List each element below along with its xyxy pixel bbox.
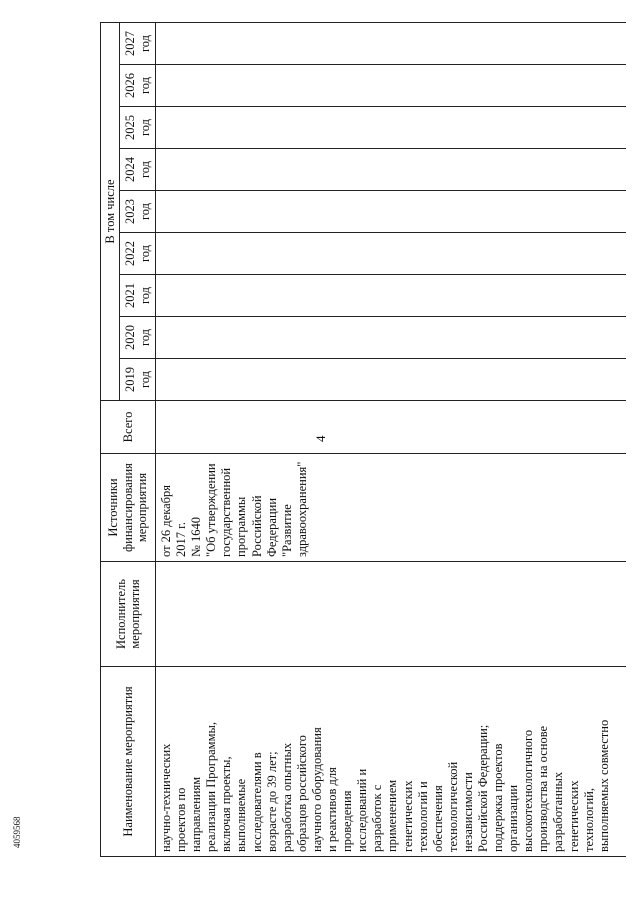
header-total: Всего (101, 401, 156, 454)
funding-source-text: от 26 декабря 2017 г. № 1640 "Об утверждении государственной программы Российской Федерации "Развитие здравоохранения" (159, 461, 309, 557)
header-year-2020: 2020 год (120, 317, 156, 359)
header-year-2019: 2019 год (120, 359, 156, 401)
cell-2025 (156, 107, 626, 149)
header-year-2023: 2023 год (120, 191, 156, 233)
cell-2019 (156, 359, 626, 401)
document-code: 4059568 (12, 816, 22, 848)
header-name: Наименование мероприятия (101, 667, 156, 857)
cell-2020 (156, 317, 626, 359)
cell-2023 (156, 191, 626, 233)
cell-2027 (156, 23, 626, 65)
cell-source (156, 454, 626, 562)
header-year-2021: 2021 год (120, 275, 156, 317)
header-source: Источники финансирования мероприятия (101, 454, 156, 562)
cell-2021 (156, 275, 626, 317)
cell-2022 (156, 233, 626, 275)
cell-2024 (156, 149, 626, 191)
cell-executor (156, 562, 626, 667)
header-group: В том числе (101, 23, 120, 401)
funding-table (100, 22, 626, 857)
cell-2026 (156, 65, 626, 107)
header-executor: Исполнитель мероприятия (101, 562, 156, 667)
table-container (100, 22, 626, 857)
cell-name (156, 667, 626, 857)
activity-name-text: научно-технических проектов по направлениям реализации Программы, включая проекты, выполняемые исследователями в возрасте до 39 лет; разработка опытных образцов российского научного оборудования и реактивов для проведения исследований и разработок с применением генетических технологий и обеспечения технологической независимости Российской Федерации; поддержка проектов организации высокотехнологичного производства на основе разработанных генетических технологий, выполняемых совместно (159, 719, 611, 852)
header-year-2027: 2027 год (120, 23, 156, 65)
header-year-2026: 2026 год (120, 65, 156, 107)
header-year-2022: 2022 год (120, 233, 156, 275)
page-number: 4 (313, 435, 328, 442)
header-year-2025: 2025 год (120, 107, 156, 149)
cell-total (156, 401, 626, 454)
header-year-2024: 2024 год (120, 149, 156, 191)
